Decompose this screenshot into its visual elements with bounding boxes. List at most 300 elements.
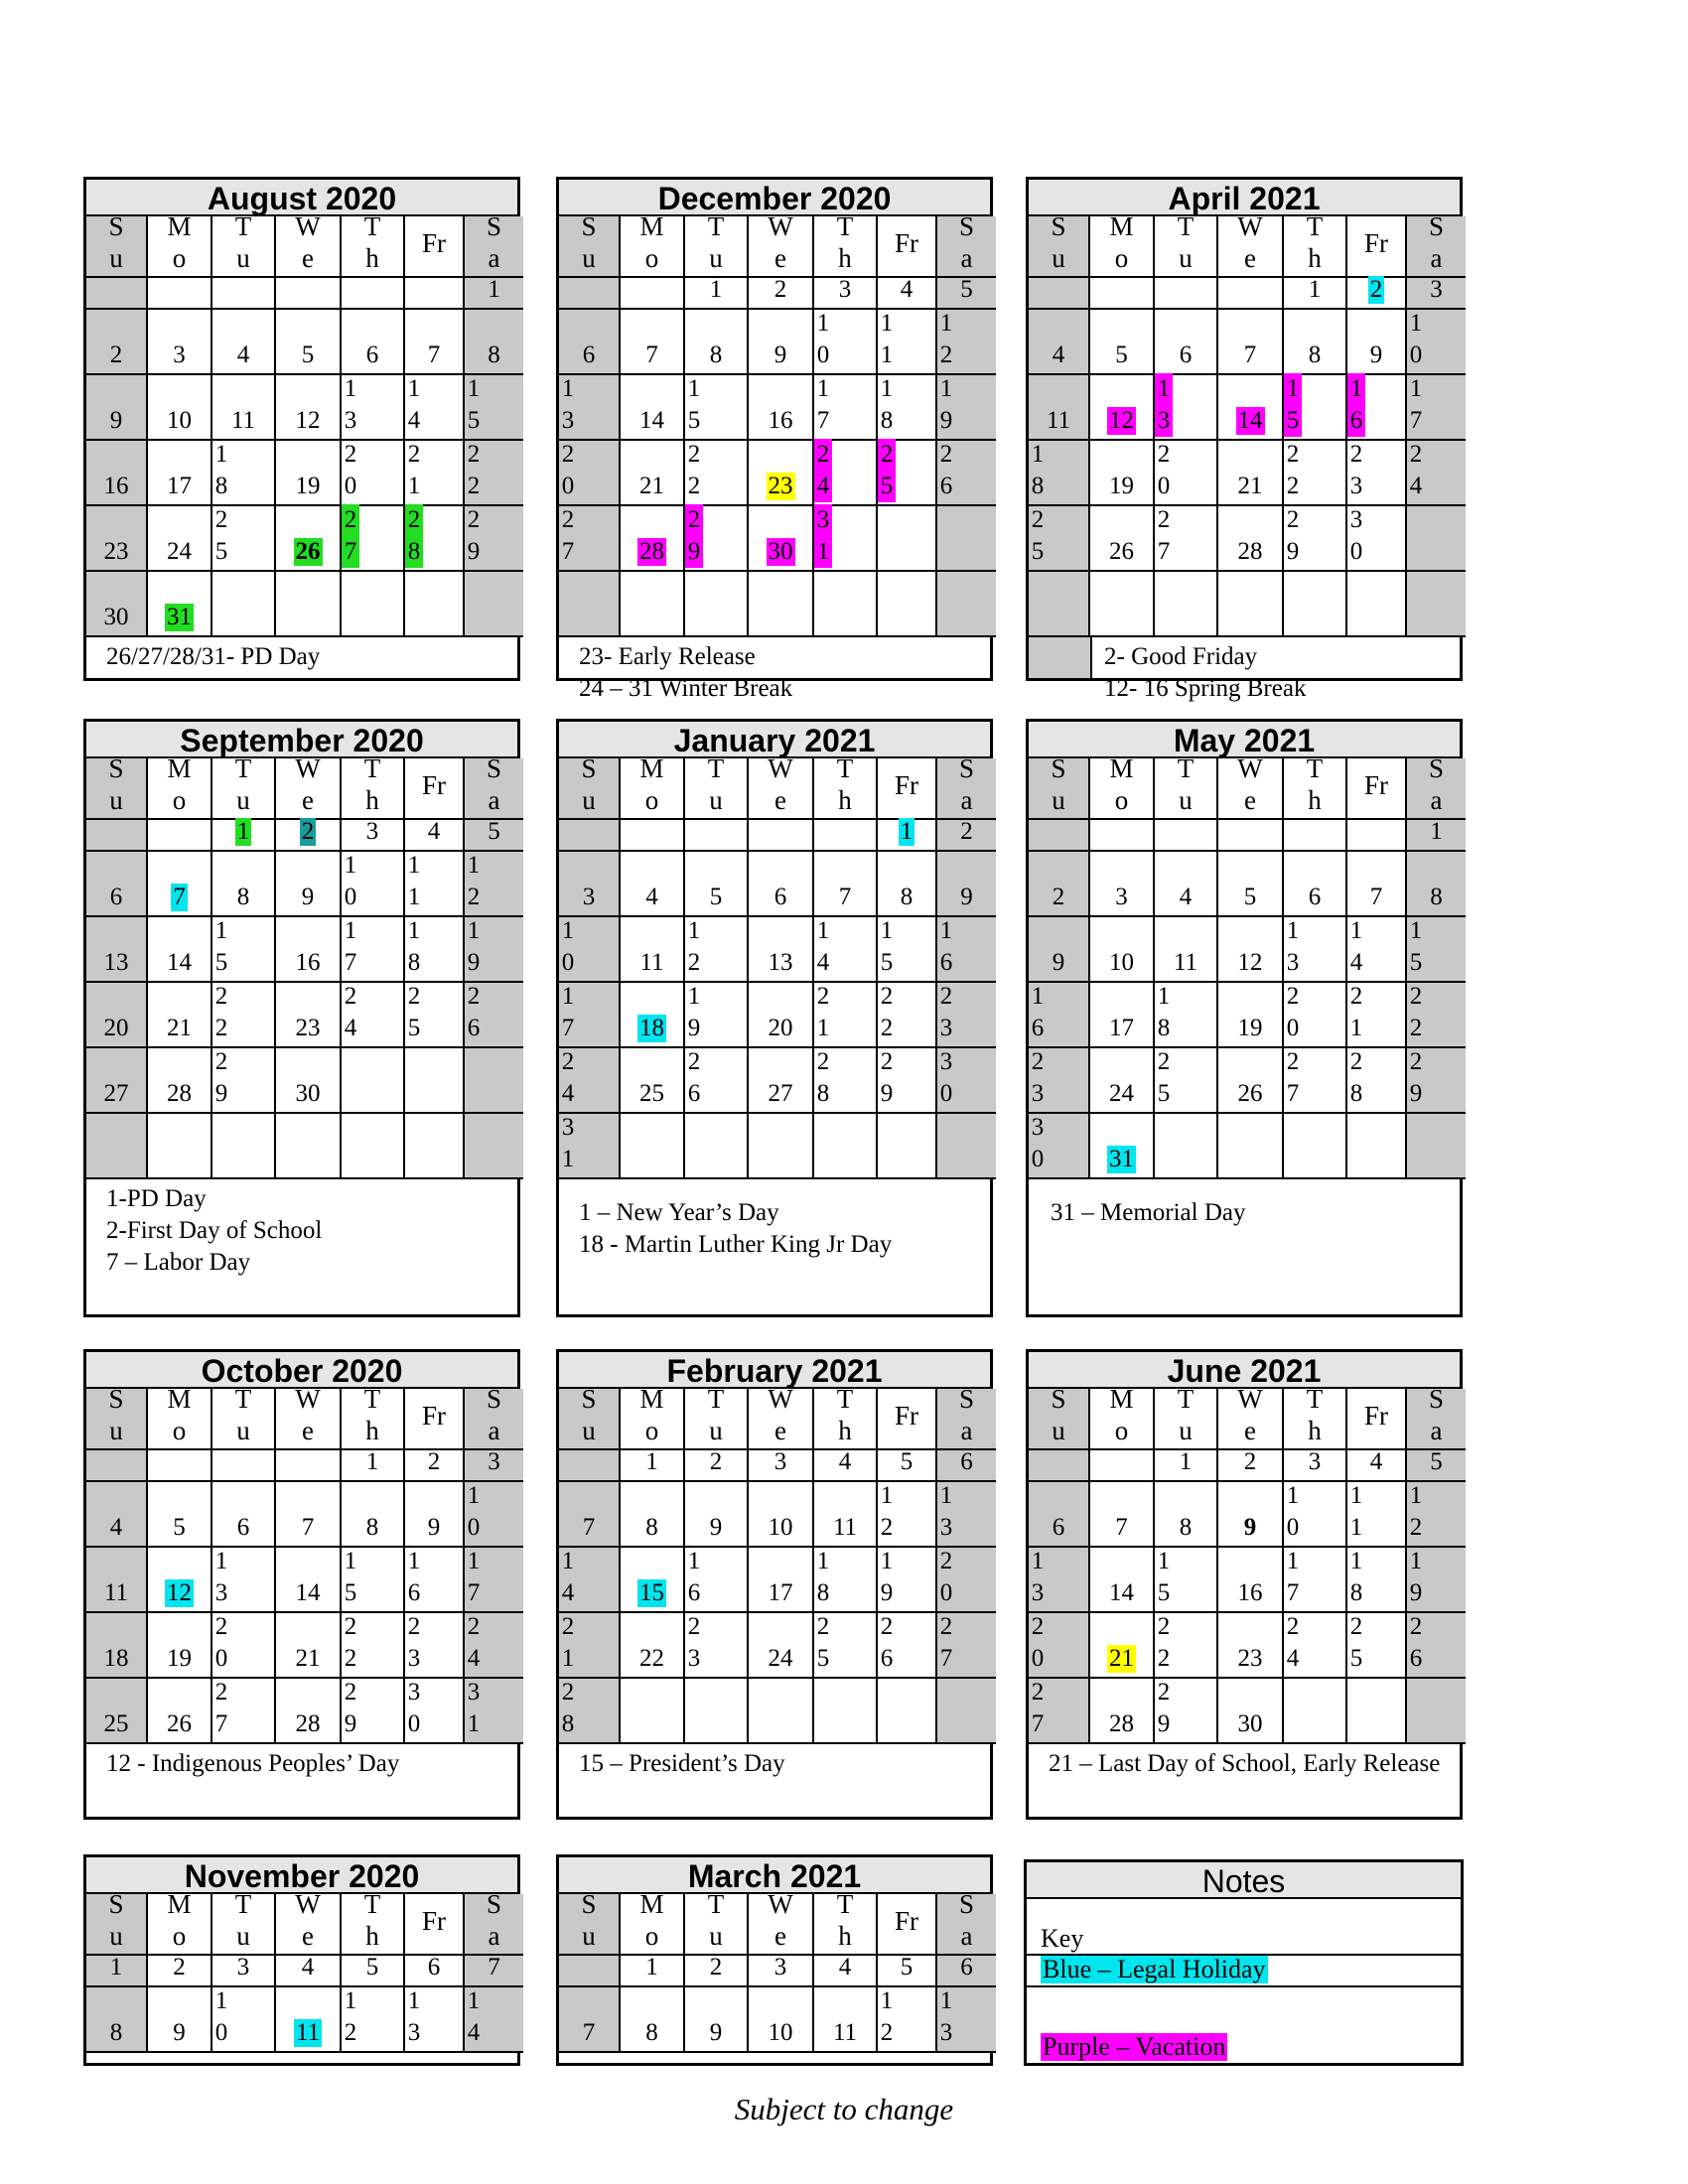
empty-day-cell — [1029, 278, 1090, 310]
day-number: 10 — [167, 407, 192, 434]
day-cell — [1090, 506, 1155, 572]
day-number: 2 — [774, 276, 787, 303]
day-number: 1 4 — [816, 917, 830, 976]
weekday-label: a — [1430, 243, 1443, 273]
note-line: 12- 16 Spring Break — [1104, 675, 1307, 702]
empty-day-cell — [1029, 572, 1090, 637]
day-cell — [814, 278, 878, 310]
weekday-label: M — [167, 1384, 192, 1414]
month-feb-2021 — [556, 1349, 993, 1820]
day-number: 9 — [109, 407, 123, 434]
day-number: 5 — [900, 1954, 914, 1980]
day-cell — [86, 917, 148, 983]
day-cell — [1029, 441, 1090, 506]
weekday-label: h — [365, 1921, 379, 1951]
day-cell — [1347, 375, 1407, 441]
month-aug-2020 — [83, 177, 520, 681]
day-number: 2 7 — [214, 1679, 228, 1737]
day-number: 7 — [1369, 884, 1383, 910]
day-number: 20 — [103, 1015, 129, 1041]
day-number: 2 5 — [214, 506, 228, 565]
weekday-label: u — [709, 1416, 723, 1445]
weekday-label: Fr — [421, 1401, 446, 1431]
weekday-header — [937, 753, 996, 820]
empty-day-cell — [276, 1114, 342, 1179]
day-number: 3 — [488, 1448, 500, 1475]
weekday-label: S — [108, 211, 124, 241]
day-number: 2 2 — [1157, 1613, 1171, 1672]
day-number: 2 — [173, 1954, 186, 1980]
empty-day-cell — [405, 572, 465, 637]
day-number: 11 — [230, 407, 256, 434]
day-number: 2 8 — [405, 504, 423, 568]
weekday-header — [814, 753, 878, 820]
day-number: 9 — [1052, 949, 1065, 976]
day-cell — [937, 1450, 996, 1482]
day-cell — [749, 506, 814, 572]
weekday-header — [148, 211, 212, 278]
weekday-label: T — [1177, 1384, 1195, 1414]
day-number: 1 5 — [880, 917, 894, 976]
weekday-label: u — [236, 785, 250, 815]
day-number: 5 — [900, 1448, 914, 1475]
day-cell — [559, 852, 621, 917]
weekday-header — [937, 211, 996, 278]
day-cell — [814, 852, 878, 917]
empty-day-cell — [1407, 1114, 1466, 1179]
day-cell — [685, 917, 749, 983]
day-cell — [1155, 1613, 1218, 1679]
day-cell — [212, 820, 276, 852]
day-number: 9 — [709, 2019, 723, 2046]
day-number: 6 — [960, 1448, 973, 1475]
day-number: 9 — [301, 884, 315, 910]
day-number: 10 — [768, 2019, 793, 2046]
day-number: 2 6 — [939, 441, 953, 499]
weekday-header — [559, 753, 621, 820]
month-oct-2020 — [83, 1349, 520, 1820]
note-line: 26/27/28/31- PD Day — [106, 643, 321, 670]
weekday-header — [621, 1384, 685, 1450]
day-cell — [1407, 278, 1466, 310]
empty-day-cell — [1407, 572, 1466, 637]
day-number: 2 8 — [1349, 1048, 1363, 1107]
day-number: 21 — [1237, 473, 1263, 499]
day-number: 3 — [838, 276, 852, 303]
day-cell — [1407, 983, 1466, 1048]
day-number: 1 0 — [1409, 310, 1423, 368]
day-cell — [685, 1987, 749, 2053]
day-cell — [1090, 1613, 1155, 1679]
day-cell — [276, 310, 342, 375]
empty-day-cell — [621, 1114, 685, 1179]
day-cell — [937, 852, 996, 917]
weekday-label: o — [644, 1416, 659, 1445]
day-number: 1 3 — [407, 1987, 421, 2046]
day-cell — [814, 1613, 878, 1679]
weekday-label: S — [1428, 211, 1445, 241]
day-number: 19 — [295, 473, 321, 499]
day-number: 1 5 — [214, 917, 228, 976]
day-cell — [1347, 917, 1407, 983]
day-number: 2 9 — [214, 1048, 228, 1107]
month-jun-2021 — [1026, 1349, 1463, 1820]
weekday-label: T — [363, 211, 381, 241]
empty-day-cell — [86, 820, 148, 852]
day-cell — [86, 1956, 148, 1987]
weekday-label: S — [486, 753, 502, 783]
day-number: 17 — [768, 1579, 793, 1606]
day-number: 2 3 — [1031, 1048, 1045, 1107]
day-number: 27 — [768, 1080, 793, 1107]
empty-day-cell — [685, 572, 749, 637]
day-number: 4 — [236, 341, 250, 368]
weekday-label: Fr — [421, 770, 446, 800]
empty-day-cell — [465, 1048, 523, 1114]
day-cell — [405, 375, 465, 441]
day-cell — [465, 917, 523, 983]
month-notes — [1029, 1744, 1460, 1817]
empty-day-cell — [465, 572, 523, 637]
day-cell — [212, 917, 276, 983]
day-cell — [1347, 278, 1407, 310]
empty-day-cell — [212, 572, 276, 637]
weekday-label: u — [709, 785, 723, 815]
day-cell — [465, 1679, 523, 1744]
day-number: 9 — [774, 341, 787, 368]
day-number: 1 3 — [344, 375, 357, 434]
weekday-label: e — [774, 785, 786, 815]
day-number: 1 8 — [1349, 1548, 1363, 1606]
empty-day-cell — [1029, 1450, 1090, 1482]
day-cell — [342, 1548, 405, 1613]
day-number: 2 3 — [687, 1613, 701, 1672]
weekday-label: M — [639, 1889, 664, 1919]
weekday-label: W — [295, 1889, 321, 1919]
day-cell — [878, 917, 937, 983]
day-number: 8 — [645, 2019, 658, 2046]
weekday-label: Fr — [894, 228, 918, 258]
day-cell — [814, 1482, 878, 1548]
day-number: 4 — [900, 276, 914, 303]
day-cell — [276, 506, 342, 572]
day-number: 2 4 — [344, 983, 357, 1041]
day-cell — [1407, 852, 1466, 917]
day-cell — [878, 441, 937, 506]
weekday-label: u — [236, 1921, 250, 1951]
day-number: 8 — [709, 341, 723, 368]
day-cell — [465, 1956, 523, 1987]
weekday-label: W — [768, 753, 793, 783]
weekday-label: S — [486, 211, 502, 241]
empty-day-cell — [276, 278, 342, 310]
day-cell — [1347, 1482, 1407, 1548]
weekday-label: u — [109, 243, 123, 273]
weekday-header — [749, 211, 814, 278]
empty-day-cell — [86, 1114, 148, 1179]
day-number: 8 — [109, 2019, 123, 2046]
day-number: 7 — [838, 884, 852, 910]
day-cell — [937, 1613, 996, 1679]
day-cell — [1347, 852, 1407, 917]
day-cell — [937, 917, 996, 983]
month-title: October 2020 — [86, 1352, 517, 1389]
day-number: 1 3 — [214, 1548, 228, 1606]
weekday-label: T — [234, 1384, 252, 1414]
day-number: 1 4 — [407, 375, 421, 434]
weekday-label: e — [1244, 1416, 1256, 1445]
note-line: 12 - Indigenous Peoples’ Day — [106, 1750, 400, 1777]
weekday-label: Fr — [894, 1401, 918, 1431]
day-number: 12 — [1237, 949, 1263, 976]
weekday-header — [559, 1384, 621, 1450]
day-cell — [405, 1987, 465, 2053]
day-cell — [276, 1987, 342, 2053]
day-cell — [1407, 1548, 1466, 1613]
day-number: 3 0 — [407, 1679, 421, 1737]
day-number: 1 7 — [816, 375, 830, 434]
key-label: Key — [1041, 1924, 1084, 1953]
day-number: 4 — [645, 884, 658, 910]
weekday-header — [148, 753, 212, 820]
empty-day-cell — [1090, 820, 1155, 852]
weekday-header — [1090, 1384, 1155, 1450]
note-line: 15 – President’s Day — [579, 1750, 785, 1777]
day-cell — [814, 1548, 878, 1613]
day-cell — [342, 441, 405, 506]
day-cell — [621, 852, 685, 917]
day-cell — [86, 1548, 148, 1613]
day-cell — [878, 278, 937, 310]
day-cell — [276, 1548, 342, 1613]
day-number: 3 — [582, 884, 596, 910]
day-cell — [621, 506, 685, 572]
day-number: 2 — [1052, 884, 1065, 910]
day-number: 1 9 — [939, 375, 953, 434]
day-number: 4 — [301, 1954, 315, 1980]
weekday-label: h — [365, 1416, 379, 1445]
day-number: 1 5 — [1409, 917, 1423, 976]
day-cell — [212, 1048, 276, 1114]
month-title: March 2021 — [559, 1857, 990, 1894]
day-number: 11 — [1046, 407, 1071, 434]
weekday-header — [1284, 753, 1347, 820]
weekday-header — [814, 1384, 878, 1450]
weekday-header — [405, 1389, 465, 1450]
day-number: 6 — [236, 1514, 250, 1541]
weekday-header — [1284, 1384, 1347, 1450]
weekday-label: e — [1244, 243, 1256, 273]
day-cell — [621, 1956, 685, 1987]
weekday-label: o — [172, 785, 187, 815]
day-number: 25 — [639, 1080, 664, 1107]
weekday-label: S — [581, 1384, 597, 1414]
day-number: 2 7 — [1286, 1048, 1300, 1107]
key-item-purple — [1027, 1987, 1461, 2063]
weekday-label: T — [234, 211, 252, 241]
day-cell — [749, 1548, 814, 1613]
day-cell — [148, 917, 212, 983]
weekday-label: S — [958, 1889, 975, 1919]
day-number: 31 — [167, 604, 192, 630]
day-cell — [814, 1956, 878, 1987]
empty-day-cell — [621, 820, 685, 852]
day-cell — [1090, 917, 1155, 983]
day-number: 3 — [1308, 1448, 1322, 1475]
day-number: 1 0 — [816, 310, 830, 368]
weekday-label: S — [581, 211, 597, 241]
day-cell — [465, 1613, 523, 1679]
day-number: 2 9 — [1409, 1048, 1423, 1107]
day-cell — [405, 1548, 465, 1613]
day-cell — [685, 1956, 749, 1987]
day-cell — [685, 1482, 749, 1548]
day-number: 4 — [109, 1514, 123, 1541]
day-cell — [814, 310, 878, 375]
day-cell — [1029, 852, 1090, 917]
day-number: 8 — [236, 884, 250, 910]
day-number: 1 6 — [1031, 983, 1045, 1041]
day-number: 1 3 — [561, 375, 575, 434]
weekday-header — [276, 1889, 342, 1956]
day-cell — [1029, 506, 1090, 572]
weekday-label: u — [1052, 243, 1065, 273]
day-cell — [559, 1987, 621, 2053]
day-cell — [276, 375, 342, 441]
empty-day-cell — [1284, 572, 1347, 637]
day-number: 3 0 — [1031, 1114, 1045, 1172]
empty-day-cell — [621, 278, 685, 310]
day-cell — [685, 375, 749, 441]
day-cell — [212, 1679, 276, 1744]
day-number: 1 2 — [687, 917, 701, 976]
day-cell — [749, 983, 814, 1048]
weekday-label: u — [709, 243, 723, 273]
day-number: 28 — [295, 1710, 321, 1737]
day-number: 19 — [167, 1645, 192, 1672]
empty-day-cell — [148, 1114, 212, 1179]
day-cell — [1090, 310, 1155, 375]
weekday-header — [405, 216, 465, 278]
empty-day-cell — [1155, 572, 1218, 637]
day-number: 7 — [1243, 341, 1257, 368]
day-number: 1 8 — [880, 375, 894, 434]
note-line: 2-First Day of School — [106, 1217, 323, 1244]
weekday-label: e — [1244, 785, 1256, 815]
day-cell — [937, 1482, 996, 1548]
weekday-label: u — [1179, 1416, 1193, 1445]
day-cell — [937, 1048, 996, 1114]
day-number: 6 — [109, 884, 123, 910]
day-cell — [405, 310, 465, 375]
day-number: 1 2 — [939, 310, 953, 368]
day-number: 25 — [103, 1710, 129, 1737]
empty-day-cell — [814, 1679, 878, 1744]
day-cell — [342, 917, 405, 983]
empty-day-cell — [559, 572, 621, 637]
day-number: 3 — [774, 1954, 787, 1980]
day-cell — [1347, 1450, 1407, 1482]
weekday-label: Fr — [421, 228, 446, 258]
day-number: 23 — [295, 1015, 321, 1041]
weekday-label: S — [581, 1889, 597, 1919]
weekday-header — [878, 216, 937, 278]
day-number: 2 0 — [939, 1548, 953, 1606]
empty-day-cell — [212, 1450, 276, 1482]
empty-day-cell — [814, 572, 878, 637]
day-number: 1 — [1179, 1448, 1193, 1475]
month-dec-2020 — [556, 177, 993, 702]
empty-day-cell — [212, 278, 276, 310]
day-cell — [878, 310, 937, 375]
day-cell — [559, 1548, 621, 1613]
empty-day-cell — [1347, 820, 1407, 852]
note-line: 23- Early Release — [579, 643, 756, 670]
day-number: 28 — [1237, 538, 1263, 565]
weekday-header — [878, 1389, 937, 1450]
weekday-label: e — [302, 1416, 314, 1445]
day-number: 2 7 — [342, 504, 359, 568]
day-number: 9 — [427, 1514, 441, 1541]
weekday-header — [814, 1889, 878, 1956]
day-number: 2 7 — [939, 1613, 953, 1672]
day-cell — [1090, 983, 1155, 1048]
day-cell — [342, 1613, 405, 1679]
day-number: 4 — [1052, 341, 1065, 368]
day-number: 6 — [427, 1954, 441, 1980]
weekday-header — [814, 211, 878, 278]
month-notes — [86, 1744, 517, 1817]
weekday-label: a — [960, 785, 973, 815]
day-cell — [621, 983, 685, 1048]
day-cell — [405, 1482, 465, 1548]
day-number: 1 2 — [880, 1482, 894, 1541]
day-cell — [1284, 917, 1347, 983]
day-number: 7 — [1115, 1514, 1128, 1541]
note-line: 2- Good Friday — [1104, 643, 1258, 670]
day-number: 2 5 — [1157, 1048, 1171, 1107]
weekday-header — [1407, 1384, 1466, 1450]
day-number: 16 — [295, 949, 321, 976]
day-cell — [878, 1482, 937, 1548]
weekday-label: M — [167, 211, 192, 241]
weekday-label: W — [1237, 211, 1263, 241]
day-number: 2 1 — [816, 983, 830, 1041]
day-cell — [1090, 852, 1155, 917]
day-number: 1 8 — [1157, 983, 1171, 1041]
day-number: 19 — [1109, 473, 1134, 499]
month-title: November 2020 — [86, 1857, 517, 1894]
weekday-label: a — [488, 243, 500, 273]
day-cell — [1155, 1548, 1218, 1613]
day-number: 2 — [709, 1448, 723, 1475]
day-number: 2 9 — [880, 1048, 894, 1107]
day-number: 7 — [645, 341, 658, 368]
day-number: 1 0 — [561, 917, 575, 976]
day-cell — [212, 1482, 276, 1548]
empty-day-cell — [1155, 278, 1218, 310]
weekday-label: h — [365, 243, 379, 273]
day-number: 4 — [838, 1448, 852, 1475]
day-number: 23 — [1237, 1645, 1263, 1672]
day-cell — [1029, 1679, 1090, 1744]
day-cell — [878, 1450, 937, 1482]
day-cell — [814, 917, 878, 983]
day-number: 14 — [639, 407, 664, 434]
weekday-label: M — [639, 753, 664, 783]
day-cell — [1407, 1482, 1466, 1548]
day-number: 13 — [768, 949, 793, 976]
